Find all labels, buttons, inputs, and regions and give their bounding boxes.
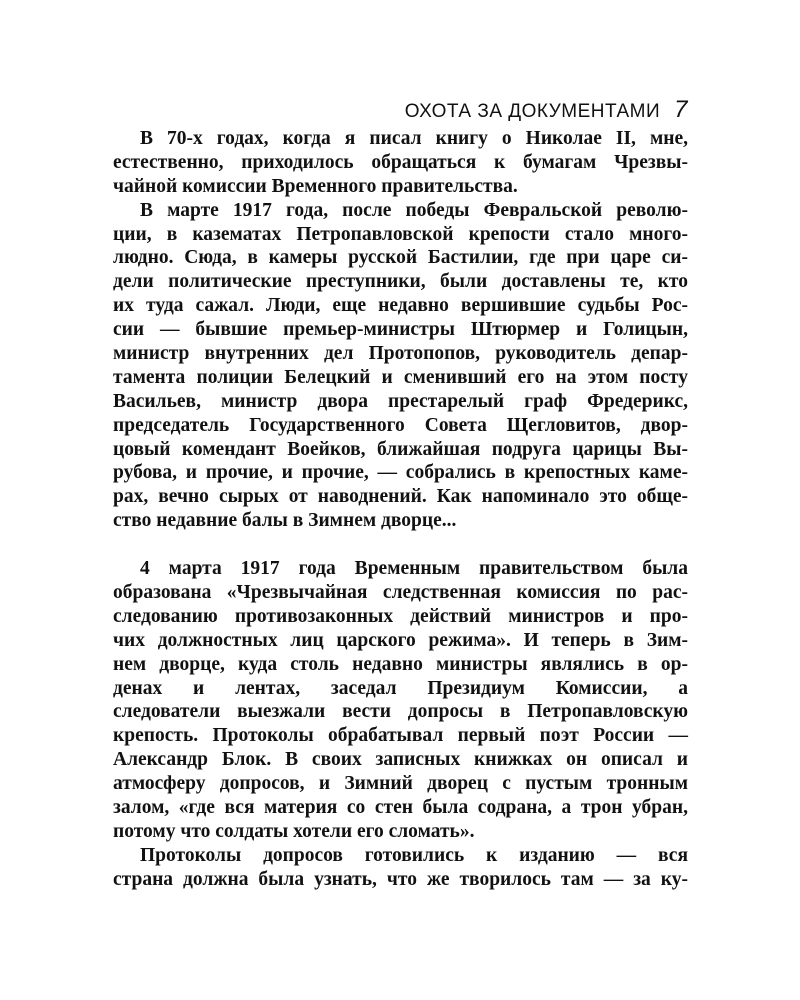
text-line: рубова, и прочие, и прочие, — собрались в крепостных каме- xyxy=(113,462,688,484)
text-line: людно. Сюда, в камеры русской Бастилии, где при царе си- xyxy=(113,247,688,269)
text-line: рах, вечно сырых от наводнений. Как напоминало это обще- xyxy=(113,486,688,508)
running-title: ОХОТА ЗА ДОКУМЕНТАМИ xyxy=(404,101,661,122)
text-line: нем дворце, куда столь недавно министры являлись в ор- xyxy=(113,653,688,675)
text-line: 4 марта 1917 года Временным правительством была xyxy=(140,558,688,580)
text-line: председатель Государственного Совета Щегловитов, двор- xyxy=(113,414,688,436)
text-line: В 70-х годах, когда я писал книгу о Николае II, мне, xyxy=(140,128,688,149)
text-line: тамента полиции Белецкий и сменивший его на этом посту xyxy=(113,366,688,388)
text-line: денах и лентах, заседал Президиум Комиссии, а xyxy=(113,677,688,699)
text-line: Протоколы допросов готовились к изданию — вся xyxy=(140,844,688,866)
paragraph xyxy=(113,557,688,844)
text-line: потому что солдаты хотели его сломать». xyxy=(113,820,475,842)
text-line: министр внутренних дел Протопопов, руководитель депар- xyxy=(113,343,688,365)
paragraph xyxy=(113,199,688,533)
text-line: следователи выезжали вести допросы в Петропавловскую xyxy=(113,701,688,723)
text-line: цовый комендант Воейков, ближайшая подруга царицы Вы- xyxy=(113,438,688,460)
paragraph xyxy=(113,127,688,199)
text-line: естественно, приходилось обращаться к бумагам Чрезвы- xyxy=(113,151,688,173)
text-line: ство недавние балы в Зимнем дворце... xyxy=(113,510,457,532)
text-line: чих должностных лиц царского режима». И теперь в Зим- xyxy=(113,629,688,651)
text-line: образована «Чрезвычайная следственная комиссия по рас- xyxy=(113,582,688,604)
paragraph xyxy=(113,844,688,892)
text-line: следованию противозаконных действий министров и про- xyxy=(113,605,688,627)
text-line: Васильев, министр двора престарелый граф Фредерикс, xyxy=(113,390,688,412)
text-line: дели политические преступники, были доставлены те, кто xyxy=(113,271,688,293)
text-line: залом, «где вся материя со стен была содрана, а трон убран, xyxy=(113,797,688,819)
text-line: чайной комиссии Временного правительства. xyxy=(113,175,518,197)
text-line: атмосферу допросов, и Зимний дворец с пустым тронным xyxy=(113,773,688,795)
text-line: ции, в казематах Петропавловской крепости стало много- xyxy=(113,223,688,245)
text-line: Александр Блок. В своих записных книжках он описал и xyxy=(113,749,688,771)
text-line: их туда сажал. Люди, еще недавно вершившие судьбы Рос- xyxy=(113,295,688,317)
text-line: сии — бывшие премьер-министры Штюрмер и Голицын, xyxy=(113,319,688,341)
body-text xyxy=(113,127,688,892)
page-number: 7 xyxy=(674,96,688,123)
text-line: страна должна была узнать, что же творилось там — за ку- xyxy=(113,868,688,890)
running-head xyxy=(405,96,688,124)
text-line: В марте 1917 года, после победы Февральской револю- xyxy=(140,199,688,221)
text-line: крепость. Протоколы обрабатывал первый поэт России — xyxy=(113,725,688,747)
